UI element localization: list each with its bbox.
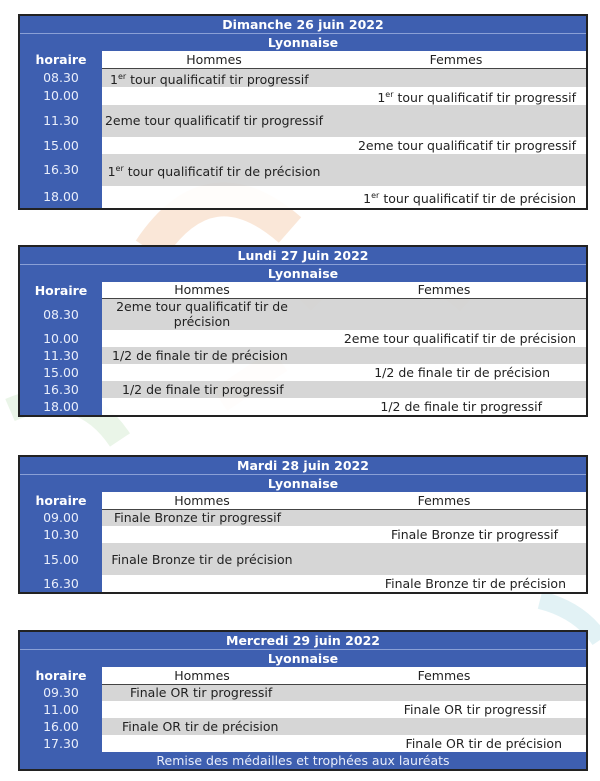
discipline-title: Lyonnaise xyxy=(20,475,586,493)
schedule-day-1 xyxy=(18,14,588,210)
hommes-cell: Finale OR tir de précision xyxy=(102,718,302,735)
schedule-day-2 xyxy=(18,245,588,417)
hommes-cell: Finale Bronze tir progressif xyxy=(102,509,302,526)
time-cell: 15.00 xyxy=(20,543,102,575)
table-row xyxy=(20,347,586,364)
hommes-cell xyxy=(102,735,302,752)
schedule-day-3 xyxy=(18,455,588,594)
table-row xyxy=(20,701,586,718)
hommes-cell: Finale OR tir progressif xyxy=(102,684,302,701)
table-row xyxy=(20,186,586,208)
hommes-cell xyxy=(102,330,302,347)
day-title: Lundi 27 Juin 2022 xyxy=(20,247,586,265)
hommes-cell xyxy=(102,398,302,415)
femmes-cell xyxy=(302,718,586,735)
femmes-cell: Finale OR tir progressif xyxy=(302,701,586,718)
time-cell: 16.00 xyxy=(20,718,102,735)
hommes-cell xyxy=(102,137,326,154)
hommes-cell xyxy=(102,186,326,208)
hommes-cell: 1er tour qualificatif tir de précision xyxy=(102,154,326,186)
femmes-cell: 2eme tour qualificatif tir de précision xyxy=(302,330,586,347)
discipline-title: Lyonnaise xyxy=(20,265,586,283)
femmes-header: Femmes xyxy=(302,667,586,684)
hommes-header: Hommes xyxy=(102,492,302,509)
hommes-header: Hommes xyxy=(102,282,302,298)
table-row xyxy=(20,330,586,347)
table-row xyxy=(20,364,586,381)
femmes-cell xyxy=(302,298,586,330)
day-title: Mardi 28 juin 2022 xyxy=(20,457,586,475)
table-row xyxy=(20,137,586,154)
femmes-cell: Finale OR tir de précision xyxy=(302,735,586,752)
time-cell: 11.00 xyxy=(20,701,102,718)
time-cell: 11.30 xyxy=(20,105,102,137)
discipline-title: Lyonnaise xyxy=(20,650,586,668)
horaire-header: horaire xyxy=(20,492,102,509)
femmes-cell xyxy=(326,68,586,87)
hommes-cell: 2eme tour qualificatif tir de précision xyxy=(102,298,302,330)
hommes-cell xyxy=(102,701,302,718)
femmes-cell: 1/2 de finale tir progressif xyxy=(302,398,586,415)
table-row xyxy=(20,543,586,575)
femmes-header: Femmes xyxy=(302,282,586,298)
day-title: Dimanche 26 juin 2022 xyxy=(20,16,586,34)
femmes-cell: 1er tour qualificatif tir progressif xyxy=(326,87,586,105)
femmes-cell: 1er tour qualificatif tir de précision xyxy=(326,186,586,208)
time-cell: 08.30 xyxy=(20,68,102,87)
femmes-cell xyxy=(302,347,586,364)
hommes-cell xyxy=(102,575,302,592)
table-row xyxy=(20,718,586,735)
table-row xyxy=(20,526,586,543)
hommes-cell: 1er tour qualificatif tir progressif xyxy=(102,68,326,87)
horaire-header: horaire xyxy=(20,51,102,68)
time-cell: 16.30 xyxy=(20,381,102,398)
time-cell: 15.00 xyxy=(20,364,102,381)
time-cell: 17.30 xyxy=(20,735,102,752)
femmes-header: Femmes xyxy=(302,492,586,509)
hommes-header: Hommes xyxy=(102,667,302,684)
table-row xyxy=(20,87,586,105)
discipline-title: Lyonnaise xyxy=(20,34,586,52)
time-cell: 08.30 xyxy=(20,298,102,330)
time-cell: 15.00 xyxy=(20,137,102,154)
femmes-cell xyxy=(302,509,586,526)
time-cell: 09.00 xyxy=(20,509,102,526)
horaire-header: horaire xyxy=(20,667,102,684)
femmes-cell xyxy=(302,684,586,701)
hommes-cell: Finale Bronze tir de précision xyxy=(102,543,302,575)
hommes-cell: 2eme tour qualificatif tir progressif xyxy=(102,105,326,137)
ceremony-footer: Remise des médailles et trophées aux lauréats xyxy=(20,752,586,769)
table-row xyxy=(20,684,586,701)
table-row xyxy=(20,154,586,186)
time-cell: 09.30 xyxy=(20,684,102,701)
femmes-cell xyxy=(326,154,586,186)
table-row xyxy=(20,575,586,592)
femmes-cell: 1/2 de finale tir de précision xyxy=(302,364,586,381)
table-row xyxy=(20,398,586,415)
time-cell: 16.30 xyxy=(20,575,102,592)
time-cell: 10.00 xyxy=(20,87,102,105)
hommes-cell xyxy=(102,526,302,543)
time-cell: 18.00 xyxy=(20,186,102,208)
table-row xyxy=(20,381,586,398)
hommes-cell xyxy=(102,87,326,105)
table-row xyxy=(20,298,586,330)
table-row xyxy=(20,509,586,526)
hommes-cell: 1/2 de finale tir progressif xyxy=(102,381,302,398)
time-cell: 11.30 xyxy=(20,347,102,364)
femmes-cell: Finale Bronze tir progressif xyxy=(302,526,586,543)
horaire-header: Horaire xyxy=(20,282,102,298)
time-cell: 18.00 xyxy=(20,398,102,415)
schedule-day-4 xyxy=(18,630,588,771)
femmes-cell xyxy=(326,105,586,137)
table-row xyxy=(20,105,586,137)
hommes-header: Hommes xyxy=(102,51,326,68)
hommes-cell xyxy=(102,364,302,381)
femmes-cell xyxy=(302,381,586,398)
table-row xyxy=(20,68,586,87)
table-row xyxy=(20,735,586,752)
femmes-cell: 2eme tour qualificatif tir progressif xyxy=(326,137,586,154)
femmes-cell xyxy=(302,543,586,575)
time-cell: 16.30 xyxy=(20,154,102,186)
femmes-header: Femmes xyxy=(326,51,586,68)
hommes-cell: 1/2 de finale tir de précision xyxy=(102,347,302,364)
time-cell: 10.30 xyxy=(20,526,102,543)
time-cell: 10.00 xyxy=(20,330,102,347)
femmes-cell: Finale Bronze tir de précision xyxy=(302,575,586,592)
day-title: Mercredi 29 juin 2022 xyxy=(20,632,586,650)
